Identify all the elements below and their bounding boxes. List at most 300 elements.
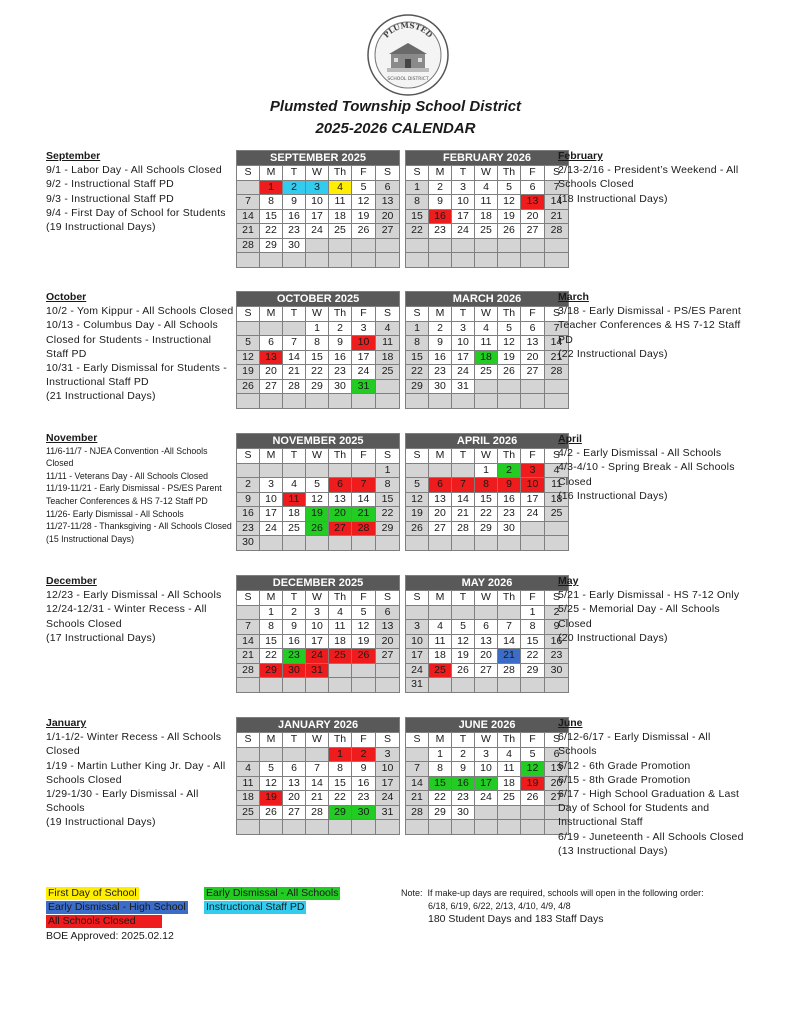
calendar-day: 15	[406, 209, 429, 224]
weekday-label: F	[352, 449, 376, 464]
calendar-day: 5	[498, 180, 521, 195]
month-notes-heading: June	[558, 717, 583, 729]
calendar-day: 1	[429, 747, 452, 762]
calendar-empty-cell	[498, 678, 521, 693]
calendar-empty-cell	[452, 820, 475, 835]
calendar-day: 29	[260, 663, 283, 678]
calendar-empty-cell	[237, 321, 260, 336]
calendar-day: 18	[237, 791, 260, 806]
calendar-day: 21	[406, 791, 429, 806]
month-notes-heading: March	[558, 291, 589, 303]
calendar-empty-cell	[329, 238, 352, 253]
calendar-day: 19	[237, 365, 260, 380]
calendar-day: 30	[283, 238, 306, 253]
svg-text:SCHOOL DISTRICT: SCHOOL DISTRICT	[387, 77, 429, 82]
calendar-empty-cell	[521, 379, 545, 394]
calendar-day: 10	[376, 762, 400, 777]
event-note: 5/21 - Early Dismissal - HS 7-12 Only	[558, 589, 740, 602]
calendar-day: 18	[545, 492, 569, 507]
calendar-day: 29	[306, 379, 329, 394]
calendar-day: 26	[452, 663, 475, 678]
calendar-day: 12	[452, 634, 475, 649]
calendar-day: 10	[352, 336, 376, 351]
event-note: (16 Instructional Days)	[558, 489, 668, 502]
calendar-day: 20	[521, 350, 545, 365]
calendar-day: 29	[475, 521, 498, 536]
calendar-day: 25	[283, 521, 306, 536]
calendar-day: 12	[406, 492, 429, 507]
calendar-day: 15	[521, 634, 545, 649]
calendar-empty-cell	[306, 747, 329, 762]
weekday-label: S	[376, 733, 400, 748]
event-note: 6/19 - Juneteenth - All Schools Closed	[558, 830, 744, 843]
calendar-day: 22	[406, 224, 429, 239]
calendar-empty-cell	[521, 536, 545, 551]
event-note: 1/19 - Martin Luther King Jr. Day - All Schools Closed	[46, 759, 226, 786]
calendar-empty-cell	[475, 605, 498, 620]
calendar-day: 1	[260, 605, 283, 620]
calendar-empty-cell	[283, 253, 306, 268]
calendar-empty-cell	[498, 605, 521, 620]
weekday-label: M	[429, 733, 452, 748]
calendar-day: 28	[545, 365, 569, 380]
calendar-day: 6	[475, 620, 498, 635]
calendar-day: 23	[237, 521, 260, 536]
weekday-label: W	[306, 166, 329, 181]
calendar-empty-cell	[306, 678, 329, 693]
calendar-day: 25	[545, 507, 569, 522]
calendar-day: 15	[260, 634, 283, 649]
calendar-day: 2	[283, 180, 306, 195]
calendar-day: 11	[283, 492, 306, 507]
page-subtitle: 2025-2026 CALENDAR	[315, 120, 476, 137]
calendar-day: 3	[376, 747, 400, 762]
calendar-empty-cell	[352, 536, 376, 551]
calendar-day: 8	[406, 195, 429, 210]
event-note: (20 Instructional Days)	[558, 631, 668, 644]
event-note: (17 Instructional Days)	[46, 631, 156, 644]
calendar-empty-cell	[406, 820, 429, 835]
calendar-empty-cell	[260, 321, 283, 336]
calendar-day: 27	[475, 663, 498, 678]
month-calendar	[236, 717, 400, 835]
event-note: 1/1-1/2- Winter Recess - All Schools Closed	[46, 731, 222, 758]
calendar-day: 13	[475, 634, 498, 649]
month-notes	[558, 432, 748, 503]
weekday-label: T	[283, 733, 306, 748]
calendar-day: 23	[429, 365, 452, 380]
calendar-day: 27	[376, 649, 400, 664]
calendar-day: 15	[406, 350, 429, 365]
calendar-day: 3	[452, 180, 475, 195]
calendar-empty-cell	[352, 394, 376, 409]
calendar-day: 24	[352, 365, 376, 380]
calendar-day: 10	[452, 336, 475, 351]
calendar-day: 27	[429, 521, 452, 536]
calendar-day: 18	[283, 507, 306, 522]
calendar-day: 1	[260, 180, 283, 195]
calendar-day: 6	[283, 762, 306, 777]
month-title: OCTOBER 2025	[237, 292, 400, 307]
calendar-day: 19	[306, 507, 329, 522]
calendar-day: 9	[498, 478, 521, 493]
month-notes-heading: April	[558, 433, 582, 445]
calendar-empty-cell	[429, 238, 452, 253]
calendar-day: 8	[306, 336, 329, 351]
calendar-day: 22	[306, 365, 329, 380]
calendar-day: 14	[306, 776, 329, 791]
calendar-day: 5	[406, 478, 429, 493]
calendar-day: 8	[260, 620, 283, 635]
calendar-empty-cell	[283, 394, 306, 409]
calendar-day: 3	[406, 620, 429, 635]
calendar-day: 27	[329, 521, 352, 536]
month-notes	[46, 574, 236, 645]
calendar-day: 8	[406, 336, 429, 351]
calendar-day: 15	[260, 209, 283, 224]
calendar-empty-cell	[283, 747, 306, 762]
calendar-day: 15	[306, 350, 329, 365]
calendar-day: 8	[260, 195, 283, 210]
month-notes	[558, 290, 748, 361]
weekday-label: M	[260, 449, 283, 464]
weekday-label: W	[475, 166, 498, 181]
calendar-day: 17	[521, 492, 545, 507]
calendar-day: 13	[521, 336, 545, 351]
calendar-empty-cell	[260, 253, 283, 268]
calendar-empty-cell	[475, 805, 498, 820]
weekday-label: S	[376, 166, 400, 181]
weekday-label: M	[260, 307, 283, 322]
event-note: (21 Instructional Days)	[46, 390, 156, 403]
weekday-label: M	[429, 449, 452, 464]
calendar-empty-cell	[521, 678, 545, 693]
calendar-day: 4	[376, 321, 400, 336]
makeup-days-note	[401, 887, 704, 926]
event-note: 5/25 - Memorial Day - All Schools Closed	[558, 603, 720, 630]
month-notes	[46, 149, 236, 234]
calendar-day: 27	[283, 805, 306, 820]
calendar-empty-cell	[498, 805, 521, 820]
weekday-label: F	[352, 307, 376, 322]
weekday-label: T	[283, 166, 306, 181]
weekday-label: M	[260, 166, 283, 181]
calendar-day: 3	[352, 321, 376, 336]
calendar-day: 24	[521, 507, 545, 522]
month-title: APRIL 2026	[406, 434, 569, 449]
event-note: 6/12-6/17 - Early Dismissal - All Schools	[558, 731, 711, 758]
calendar-day: 7	[498, 620, 521, 635]
event-note: 11/11 - Veterans Day - All Schools Closed	[46, 470, 209, 481]
weekday-label: Th	[498, 591, 521, 606]
weekday-label: S	[406, 733, 429, 748]
calendar-empty-cell	[329, 394, 352, 409]
calendar-empty-cell	[498, 536, 521, 551]
event-note: 1/29-1/30 - Early Dismissal - All Schools	[46, 788, 199, 815]
calendar-empty-cell	[376, 536, 400, 551]
calendar-day: 1	[376, 463, 400, 478]
calendar-day: 19	[352, 634, 376, 649]
calendar-day: 2	[498, 463, 521, 478]
event-note: 9/3 - Instructional Staff PD	[46, 192, 174, 205]
calendar-empty-cell	[498, 238, 521, 253]
event-note: 9/4 - First Day of School for Students	[46, 206, 226, 219]
calendar-day: 22	[376, 507, 400, 522]
calendar-day: 2	[237, 478, 260, 493]
calendar-empty-cell	[521, 521, 545, 536]
event-note: (13 Instructional Days)	[558, 844, 668, 857]
calendar-day: 16	[429, 209, 452, 224]
calendar-day: 16	[283, 209, 306, 224]
days-total: 180 Student Days and 183 Staff Days	[428, 913, 604, 925]
month-notes-heading: December	[46, 575, 97, 587]
weekday-label: T	[283, 307, 306, 322]
calendar-day: 18	[475, 350, 498, 365]
calendar-day: 7	[283, 336, 306, 351]
calendar-day: 26	[521, 791, 545, 806]
calendar-day: 9	[283, 195, 306, 210]
calendar-day: 28	[306, 805, 329, 820]
calendar-day: 28	[452, 521, 475, 536]
weekday-label: W	[306, 449, 329, 464]
month-calendar	[405, 433, 569, 551]
calendar-day: 12	[306, 492, 329, 507]
calendar-day: 30	[452, 805, 475, 820]
calendar-day: 9	[429, 336, 452, 351]
calendar-day: 30	[329, 379, 352, 394]
calendar-day: 29	[376, 521, 400, 536]
calendar-day: 24	[475, 791, 498, 806]
calendar-empty-cell	[237, 463, 260, 478]
month-notes-heading: February	[558, 150, 603, 162]
calendar-empty-cell	[429, 536, 452, 551]
calendar-day: 20	[545, 776, 569, 791]
calendar-day: 7	[237, 195, 260, 210]
calendar-day: 13	[376, 620, 400, 635]
calendar-day: 20	[376, 634, 400, 649]
month-calendar	[236, 575, 400, 693]
calendar-day: 2	[452, 747, 475, 762]
calendar-day: 18	[376, 350, 400, 365]
calendar-day: 13	[429, 492, 452, 507]
calendar-day: 1	[306, 321, 329, 336]
calendar-day: 30	[237, 536, 260, 551]
svg-text:PLUMSTED: PLUMSTED	[381, 20, 435, 40]
legend-first-day: First Day of School	[48, 887, 137, 899]
calendar-day: 21	[352, 507, 376, 522]
calendar-day: 3	[452, 321, 475, 336]
month-title: DECEMBER 2025	[237, 576, 400, 591]
calendar-empty-cell	[283, 820, 306, 835]
calendar-day: 16	[545, 634, 569, 649]
calendar-day: 11	[429, 634, 452, 649]
event-note: 3/18 - Early Dismissal - PS/ES Parent Teacher Conferences & HS 7-12 Staff PD	[558, 305, 742, 346]
calendar-day: 11	[329, 620, 352, 635]
weekday-label: S	[545, 449, 569, 464]
calendar-empty-cell	[406, 253, 429, 268]
weekday-label: S	[376, 591, 400, 606]
legend-staff-pd: Instructional Staff PD	[206, 901, 305, 913]
weekday-label: S	[376, 307, 400, 322]
calendar-day: 21	[545, 350, 569, 365]
calendar-day: 16	[329, 350, 352, 365]
calendar-day: 27	[521, 224, 545, 239]
calendar-empty-cell	[452, 394, 475, 409]
calendar-empty-cell	[429, 678, 452, 693]
calendar-empty-cell	[329, 253, 352, 268]
calendar-empty-cell	[452, 238, 475, 253]
calendar-day: 4	[237, 762, 260, 777]
calendar-day: 6	[521, 180, 545, 195]
calendar-day: 18	[429, 649, 452, 664]
calendar-day: 26	[306, 521, 329, 536]
calendar-empty-cell	[498, 253, 521, 268]
calendar-day: 4	[475, 321, 498, 336]
calendar-day: 29	[260, 238, 283, 253]
event-note: 11/19-11/21 - Early Dismissal - PS/ES Parent Teacher Conferences & HS 7-12 Staff PD	[46, 483, 222, 506]
calendar-day: 22	[521, 649, 545, 664]
calendar-empty-cell	[452, 536, 475, 551]
calendar-day: 7	[237, 620, 260, 635]
calendar-day: 2	[352, 747, 376, 762]
weekday-label: S	[237, 591, 260, 606]
calendar-day: 1	[475, 463, 498, 478]
calendar-day: 27	[376, 224, 400, 239]
calendar-day: 14	[452, 492, 475, 507]
calendar-day: 14	[237, 634, 260, 649]
weekday-label: Th	[498, 307, 521, 322]
calendar-empty-cell	[260, 820, 283, 835]
calendar-day: 17	[306, 209, 329, 224]
weekday-label: F	[352, 591, 376, 606]
calendar-day: 21	[283, 365, 306, 380]
calendar-day: 31	[452, 379, 475, 394]
calendar-day: 20	[475, 649, 498, 664]
boe-approval: BOE Approved: 2025.02.12	[46, 930, 174, 942]
calendar-day: 3	[475, 747, 498, 762]
calendar-day: 26	[406, 521, 429, 536]
calendar-empty-cell	[260, 394, 283, 409]
event-note: 9/2 - Instructional Staff PD	[46, 178, 174, 191]
weekday-label: W	[475, 307, 498, 322]
weekday-label: M	[429, 166, 452, 181]
page-title: Plumsted Township School District	[269, 98, 522, 115]
weekday-label: F	[352, 733, 376, 748]
calendar-day: 10	[306, 620, 329, 635]
calendar-day: 8	[376, 478, 400, 493]
calendar-day: 4	[283, 478, 306, 493]
calendar-day: 31	[406, 678, 429, 693]
calendar-empty-cell	[329, 678, 352, 693]
makeup-order: 6/18, 6/19, 6/22, 2/13, 4/10, 4/9, 4/8	[428, 901, 571, 911]
calendar-day: 14	[545, 195, 569, 210]
calendar-day: 5	[352, 605, 376, 620]
event-note: 11/6-11/7 - NJEA Convention -All Schools Closed	[46, 445, 208, 469]
calendar-day: 1	[406, 321, 429, 336]
calendar-empty-cell	[283, 536, 306, 551]
calendar-day: 5	[352, 180, 376, 195]
calendar-empty-cell	[429, 463, 452, 478]
calendar-day: 1	[329, 747, 352, 762]
calendar-day: 31	[306, 663, 329, 678]
weekday-label: T	[452, 591, 475, 606]
calendar-day: 12	[498, 195, 521, 210]
calendar-day: 8	[521, 620, 545, 635]
event-note: 11/27-11/28 - Thanksgiving - All Schools Closed	[46, 521, 232, 532]
calendar-day: 25	[429, 663, 452, 678]
calendar-empty-cell	[237, 820, 260, 835]
month-notes	[46, 716, 236, 830]
calendar-empty-cell	[429, 820, 452, 835]
calendar-day: 7	[352, 478, 376, 493]
calendar-day: 19	[498, 350, 521, 365]
month-title: NOVEMBER 2025	[237, 434, 400, 449]
calendar-day: 17	[452, 350, 475, 365]
calendar-day: 4	[498, 747, 521, 762]
calendar-empty-cell	[521, 253, 545, 268]
calendar-day: 26	[352, 224, 376, 239]
calendar-day: 24	[452, 224, 475, 239]
calendar-day: 17	[260, 507, 283, 522]
calendar-day: 12	[498, 336, 521, 351]
calendar-day: 13	[376, 195, 400, 210]
calendar-day: 12	[237, 350, 260, 365]
weekday-label: S	[406, 591, 429, 606]
calendar-day: 29	[521, 663, 545, 678]
calendar-day: 21	[452, 507, 475, 522]
weekday-label: T	[452, 733, 475, 748]
calendar-day: 28	[283, 379, 306, 394]
calendar-day: 2	[283, 605, 306, 620]
event-note: 6/15 - 8th Grade Promotion	[558, 773, 691, 786]
calendar-day: 5	[452, 620, 475, 635]
calendar-day: 6	[329, 478, 352, 493]
calendar-day: 5	[237, 336, 260, 351]
calendar-empty-cell	[376, 379, 400, 394]
calendar-day: 21	[498, 649, 521, 664]
calendar-day: 1	[521, 605, 545, 620]
calendar-day: 4	[329, 605, 352, 620]
calendar-day: 28	[237, 663, 260, 678]
calendar-day: 25	[475, 365, 498, 380]
calendar-day: 23	[329, 365, 352, 380]
month-notes-heading: May	[558, 575, 579, 587]
month-calendar	[405, 717, 569, 835]
calendar-day: 11	[545, 478, 569, 493]
calendar-day: 14	[545, 336, 569, 351]
calendar-day: 2	[429, 180, 452, 195]
calendar-day: 9	[429, 195, 452, 210]
calendar-day: 20	[329, 507, 352, 522]
calendar-day: 2	[329, 321, 352, 336]
calendar-empty-cell	[237, 253, 260, 268]
event-note: 9/1 - Labor Day - All Schools Closed	[46, 164, 222, 177]
calendar-day: 11	[237, 776, 260, 791]
weekday-label: F	[521, 307, 545, 322]
month-calendar	[405, 150, 569, 268]
weekday-label: M	[429, 307, 452, 322]
calendar-empty-cell	[376, 394, 400, 409]
calendar-day: 15	[475, 492, 498, 507]
calendar-day: 16	[498, 492, 521, 507]
calendar-empty-cell	[475, 678, 498, 693]
calendar-empty-cell	[306, 238, 329, 253]
weekday-label: S	[545, 307, 569, 322]
calendar-day: 24	[306, 649, 329, 664]
weekday-label: S	[545, 591, 569, 606]
calendar-day: 22	[329, 791, 352, 806]
calendar-day: 9	[545, 620, 569, 635]
